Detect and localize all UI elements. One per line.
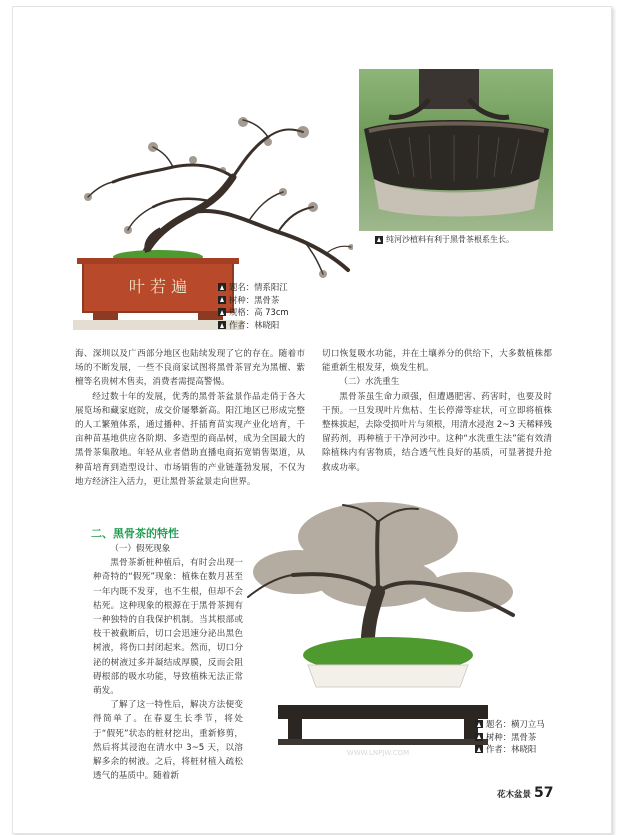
caption-title: 题名：横刀立马 — [486, 719, 545, 729]
section-title: 二、黑骨茶的特性 — [91, 527, 179, 540]
triangle-icon — [375, 236, 383, 244]
caption-qingxi-yangjiang — [218, 281, 289, 331]
triangle-icon — [475, 745, 483, 753]
caption-title: 题名：情系阳江 — [229, 282, 288, 292]
subheading: （一）假死现象 — [110, 544, 171, 554]
paragraph: 黑骨茶新桩种植后，有时会出现一种奇特的“假死”现象：植株在数月甚至一年内既不发芽，也不生根，但却不会枯死。这种现象的根源在于黑骨茶拥有一种独特的自我保护机制。当其根部或枝干被截断后，切口会迅速分泌出黑色树液，将伤口封闭起来。然而，切口分泌的树液过多并凝结成厚膜，反而会阻碍根部的吸水功能，导致植株无法正常萌发。 — [93, 558, 243, 697]
caption-species: 树种：黑骨茶 — [229, 294, 280, 305]
paragraph: 海、深圳以及广西部分地区也陆续发现了它的存在。随着市场的不断发展，一些不良商家试图将黑骨茶冒充为黑檀、紫檀等名贵树木售卖，消费者需提高警惕。 — [75, 349, 305, 388]
subheading: （二）水洗重生 — [339, 377, 400, 388]
root-photo-caption: 纯河沙植料有利于黑骨茶根系生长。 — [375, 234, 514, 245]
root-photo — [359, 69, 553, 231]
paragraph: 黑骨茶虽生命力顽强，但遭遇肥害、药害时，也要及时干预。一旦发现叶片焦枯、生长停滞等症状，可立即将植株整株拔起，去除受损叶片与须根，用清水浸泡 2~3 天稀释残留药剂，再种植于干净河沙中。这种“水洗重生法”能有效清除植株内有害物质，结合透气性良好的基质，可显著提升抢救成功率。 — [322, 391, 552, 473]
page-number: 57 — [533, 785, 554, 801]
caption-size: 规格：高 73cm — [229, 307, 289, 318]
triangle-icon — [218, 296, 226, 304]
triangle-icon — [218, 283, 226, 291]
paragraph: 切口恢复吸水功能，并在土壤养分的供给下，大多数植株都能重新生根发芽，焕发生机。 — [322, 349, 552, 374]
paragraph: 了解了这一特性后，解决方法便变得简单了。在春夏生长季节，将处于“假死”状态的桩材挖出，重新修剪，然后将其浸泡在清水中 3~5 天，以溶解多余的树液。之后，将桩材植入疏松透气的基质中。随着新 — [93, 700, 243, 782]
triangle-icon — [218, 321, 226, 329]
caption-species: 树种：黑骨茶 — [486, 731, 537, 742]
section-text — [93, 542, 243, 783]
pot-inscription: 叶 若 遍 — [128, 277, 188, 296]
triangle-icon — [475, 720, 483, 728]
caption-author: 作者：林晓阳 — [486, 744, 537, 755]
left-column-top-text — [75, 347, 305, 489]
page-footer — [497, 785, 553, 801]
paragraph: 经过数十年的发展，优秀的黑骨茶盆景作品走俏于各大展览场和藏家庭院，成交价屡攀新高。阳江地区已形成完整的人工繁殖体系，通过播种、扦插育苗实现产业化培育，千亩种苗基地供应各阶期、多造型的商品树，成为全国最大的黑骨茶集散地。年轻从业者借助直播电商拓宽销售渠道，从种苗培育到造型设计、市场销售的产业链蓬勃发展，不仅为地方经济注入活力，更让黑骨茶盆景走向世界。 — [75, 391, 305, 487]
watermark: WWW.LNPJW.COM — [346, 749, 410, 757]
caption-author: 作者：林晓阳 — [229, 319, 280, 330]
right-column-top-text — [322, 347, 552, 475]
magazine-name: 花木盆景 — [497, 790, 532, 800]
bonsai-photo-qingxi-yangjiang — [73, 112, 353, 337]
magazine-page — [12, 6, 612, 834]
triangle-icon — [218, 308, 226, 316]
caption-hengdao-lima — [475, 718, 545, 756]
triangle-icon — [475, 733, 483, 741]
